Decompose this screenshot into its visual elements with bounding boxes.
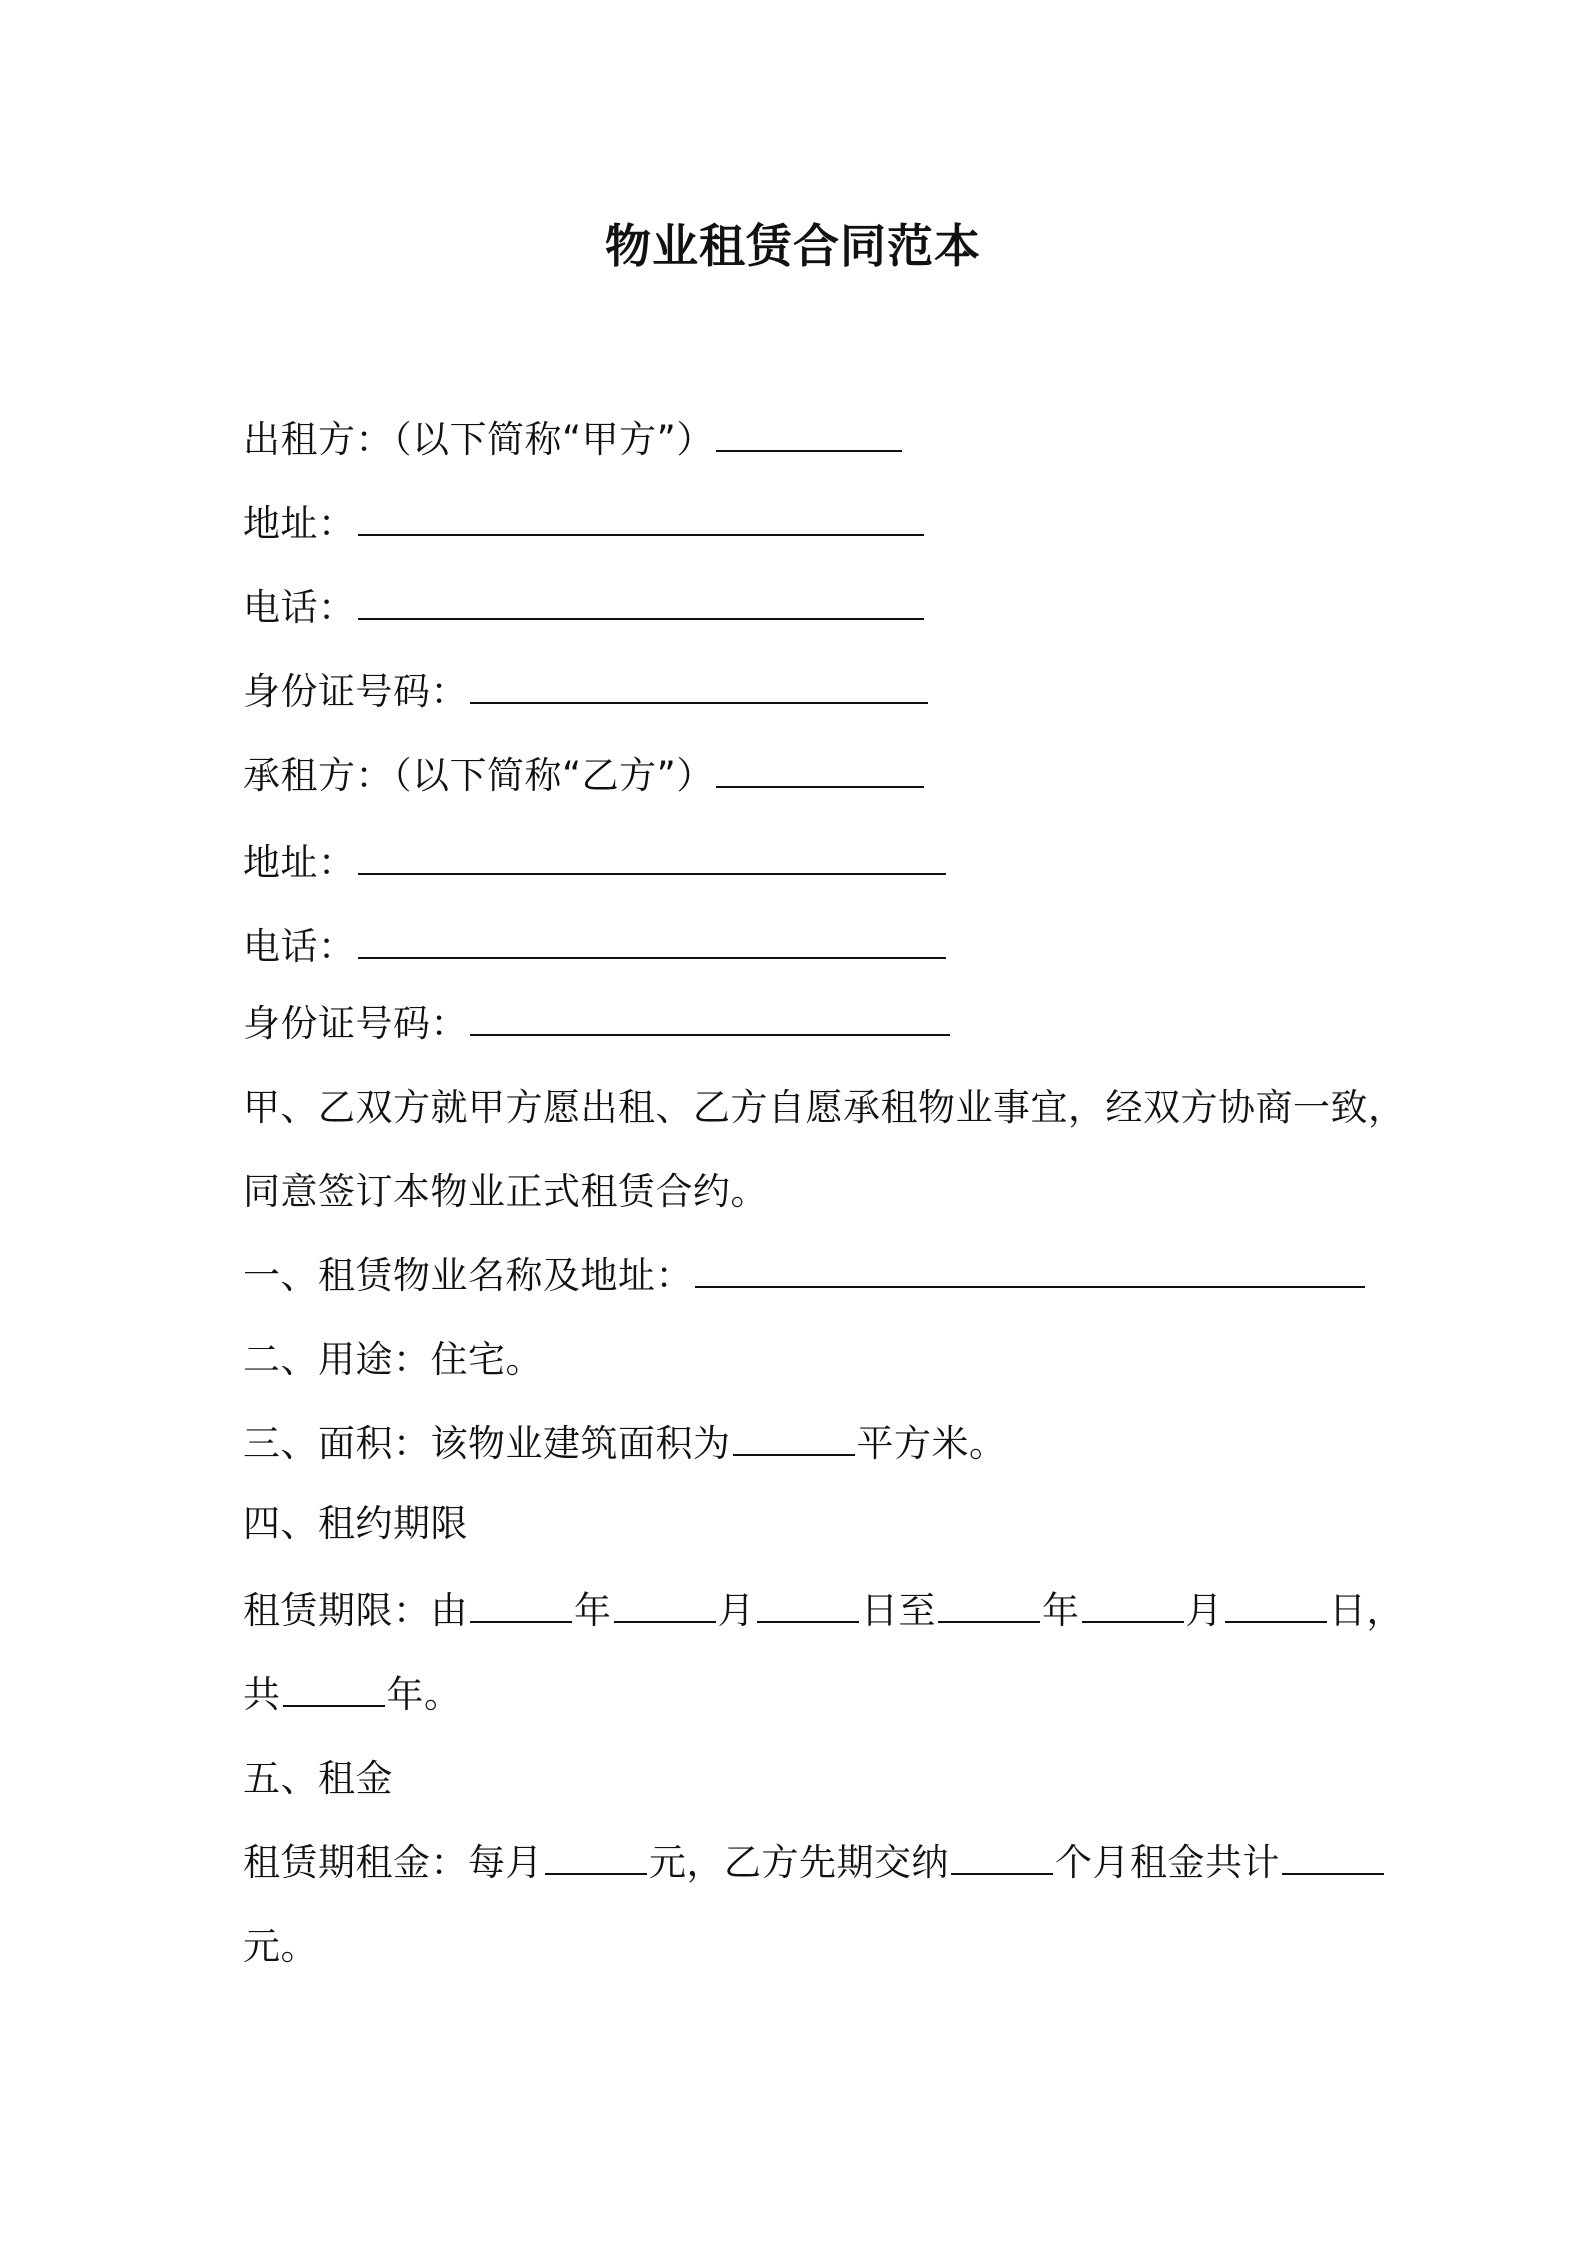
- section-2-line: 二、用途：住宅。: [243, 1338, 543, 1381]
- term-year-2: 年: [1042, 1589, 1080, 1632]
- intro-line-2: 同意签订本物业正式租赁合约。: [243, 1170, 768, 1213]
- lessee-line: [243, 752, 926, 800]
- area-blank[interactable]: [733, 1420, 855, 1456]
- lessor-line: [243, 416, 904, 464]
- term-prefix: 租赁期限：由: [243, 1589, 468, 1632]
- lessor-phone-blank[interactable]: [358, 584, 924, 620]
- start-month-blank[interactable]: [614, 1587, 716, 1623]
- lessor-address-blank[interactable]: [358, 500, 924, 536]
- rent-prefix: 租赁期租金：每月: [243, 1841, 543, 1884]
- lessee-address-line: [243, 839, 948, 887]
- section-3-after: 平方米。: [856, 1422, 1007, 1465]
- lessor-label: 出租方：（以下简称“甲方”）: [243, 418, 714, 461]
- term-year-1: 年: [574, 1589, 612, 1632]
- intro-line-1: 甲、乙双方就甲方愿出租、乙方自愿承租物业事宜，经双方协商一致，: [243, 1086, 1406, 1129]
- section-1-line: [243, 1252, 1367, 1300]
- property-address-blank[interactable]: [695, 1252, 1365, 1288]
- lessee-name-blank[interactable]: [716, 752, 924, 788]
- lessee-address-label: 地址：: [243, 841, 356, 884]
- section-4-title: 四、租约期限: [243, 1502, 468, 1545]
- lessor-id-blank[interactable]: [470, 668, 928, 704]
- lessor-name-blank[interactable]: [716, 416, 902, 452]
- monthly-rent-blank[interactable]: [545, 1839, 647, 1875]
- section-3-before: 三、面积：该物业建筑面积为: [243, 1422, 731, 1465]
- term-total-line: [243, 1671, 462, 1719]
- section-3-line: [243, 1420, 1007, 1468]
- lessor-phone-line: [243, 584, 926, 632]
- lessee-phone-line: [243, 923, 948, 971]
- term-month-1: 月: [717, 1589, 755, 1632]
- rent-line: [243, 1839, 1386, 1887]
- term-line: [243, 1587, 1404, 1635]
- prepaid-months-blank[interactable]: [951, 1839, 1053, 1875]
- term-day-1: 日至: [861, 1589, 936, 1632]
- lessor-address-line: [243, 500, 926, 548]
- term-total-suffix: 年。: [386, 1673, 462, 1716]
- rent-end-line: 元。: [243, 1925, 318, 1968]
- lessee-phone-blank[interactable]: [358, 923, 946, 959]
- lessee-phone-label: 电话：: [243, 925, 356, 968]
- section-1-label: 一、租赁物业名称及地址：: [243, 1254, 693, 1297]
- lessor-phone-label: 电话：: [243, 586, 356, 629]
- start-day-blank[interactable]: [757, 1587, 859, 1623]
- end-day-blank[interactable]: [1225, 1587, 1327, 1623]
- rent-months-total: 个月租金共计: [1055, 1841, 1280, 1884]
- lessee-id-label: 身份证号码：: [243, 1002, 468, 1045]
- rent-yuan: 元，乙方先期交纳: [649, 1841, 949, 1884]
- lessor-address-label: 地址：: [243, 502, 356, 545]
- end-year-blank[interactable]: [938, 1587, 1040, 1623]
- lessee-id-line: [243, 1000, 952, 1048]
- lessee-id-blank[interactable]: [470, 1000, 950, 1036]
- lessee-address-blank[interactable]: [358, 839, 946, 875]
- start-year-blank[interactable]: [470, 1587, 572, 1623]
- end-month-blank[interactable]: [1082, 1587, 1184, 1623]
- term-total-prefix: 共: [243, 1673, 281, 1716]
- term-month-2: 月: [1185, 1589, 1223, 1632]
- lessor-id-line: [243, 668, 930, 716]
- document-title: 物业租赁合同范本: [605, 219, 981, 273]
- lessee-label: 承租方：（以下简称“乙方”）: [243, 754, 714, 797]
- lessor-id-label: 身份证号码：: [243, 670, 468, 713]
- section-5-title: 五、租金: [243, 1757, 393, 1800]
- total-years-blank[interactable]: [283, 1671, 385, 1707]
- term-day-2: 日，: [1329, 1589, 1404, 1632]
- total-rent-blank[interactable]: [1282, 1839, 1384, 1875]
